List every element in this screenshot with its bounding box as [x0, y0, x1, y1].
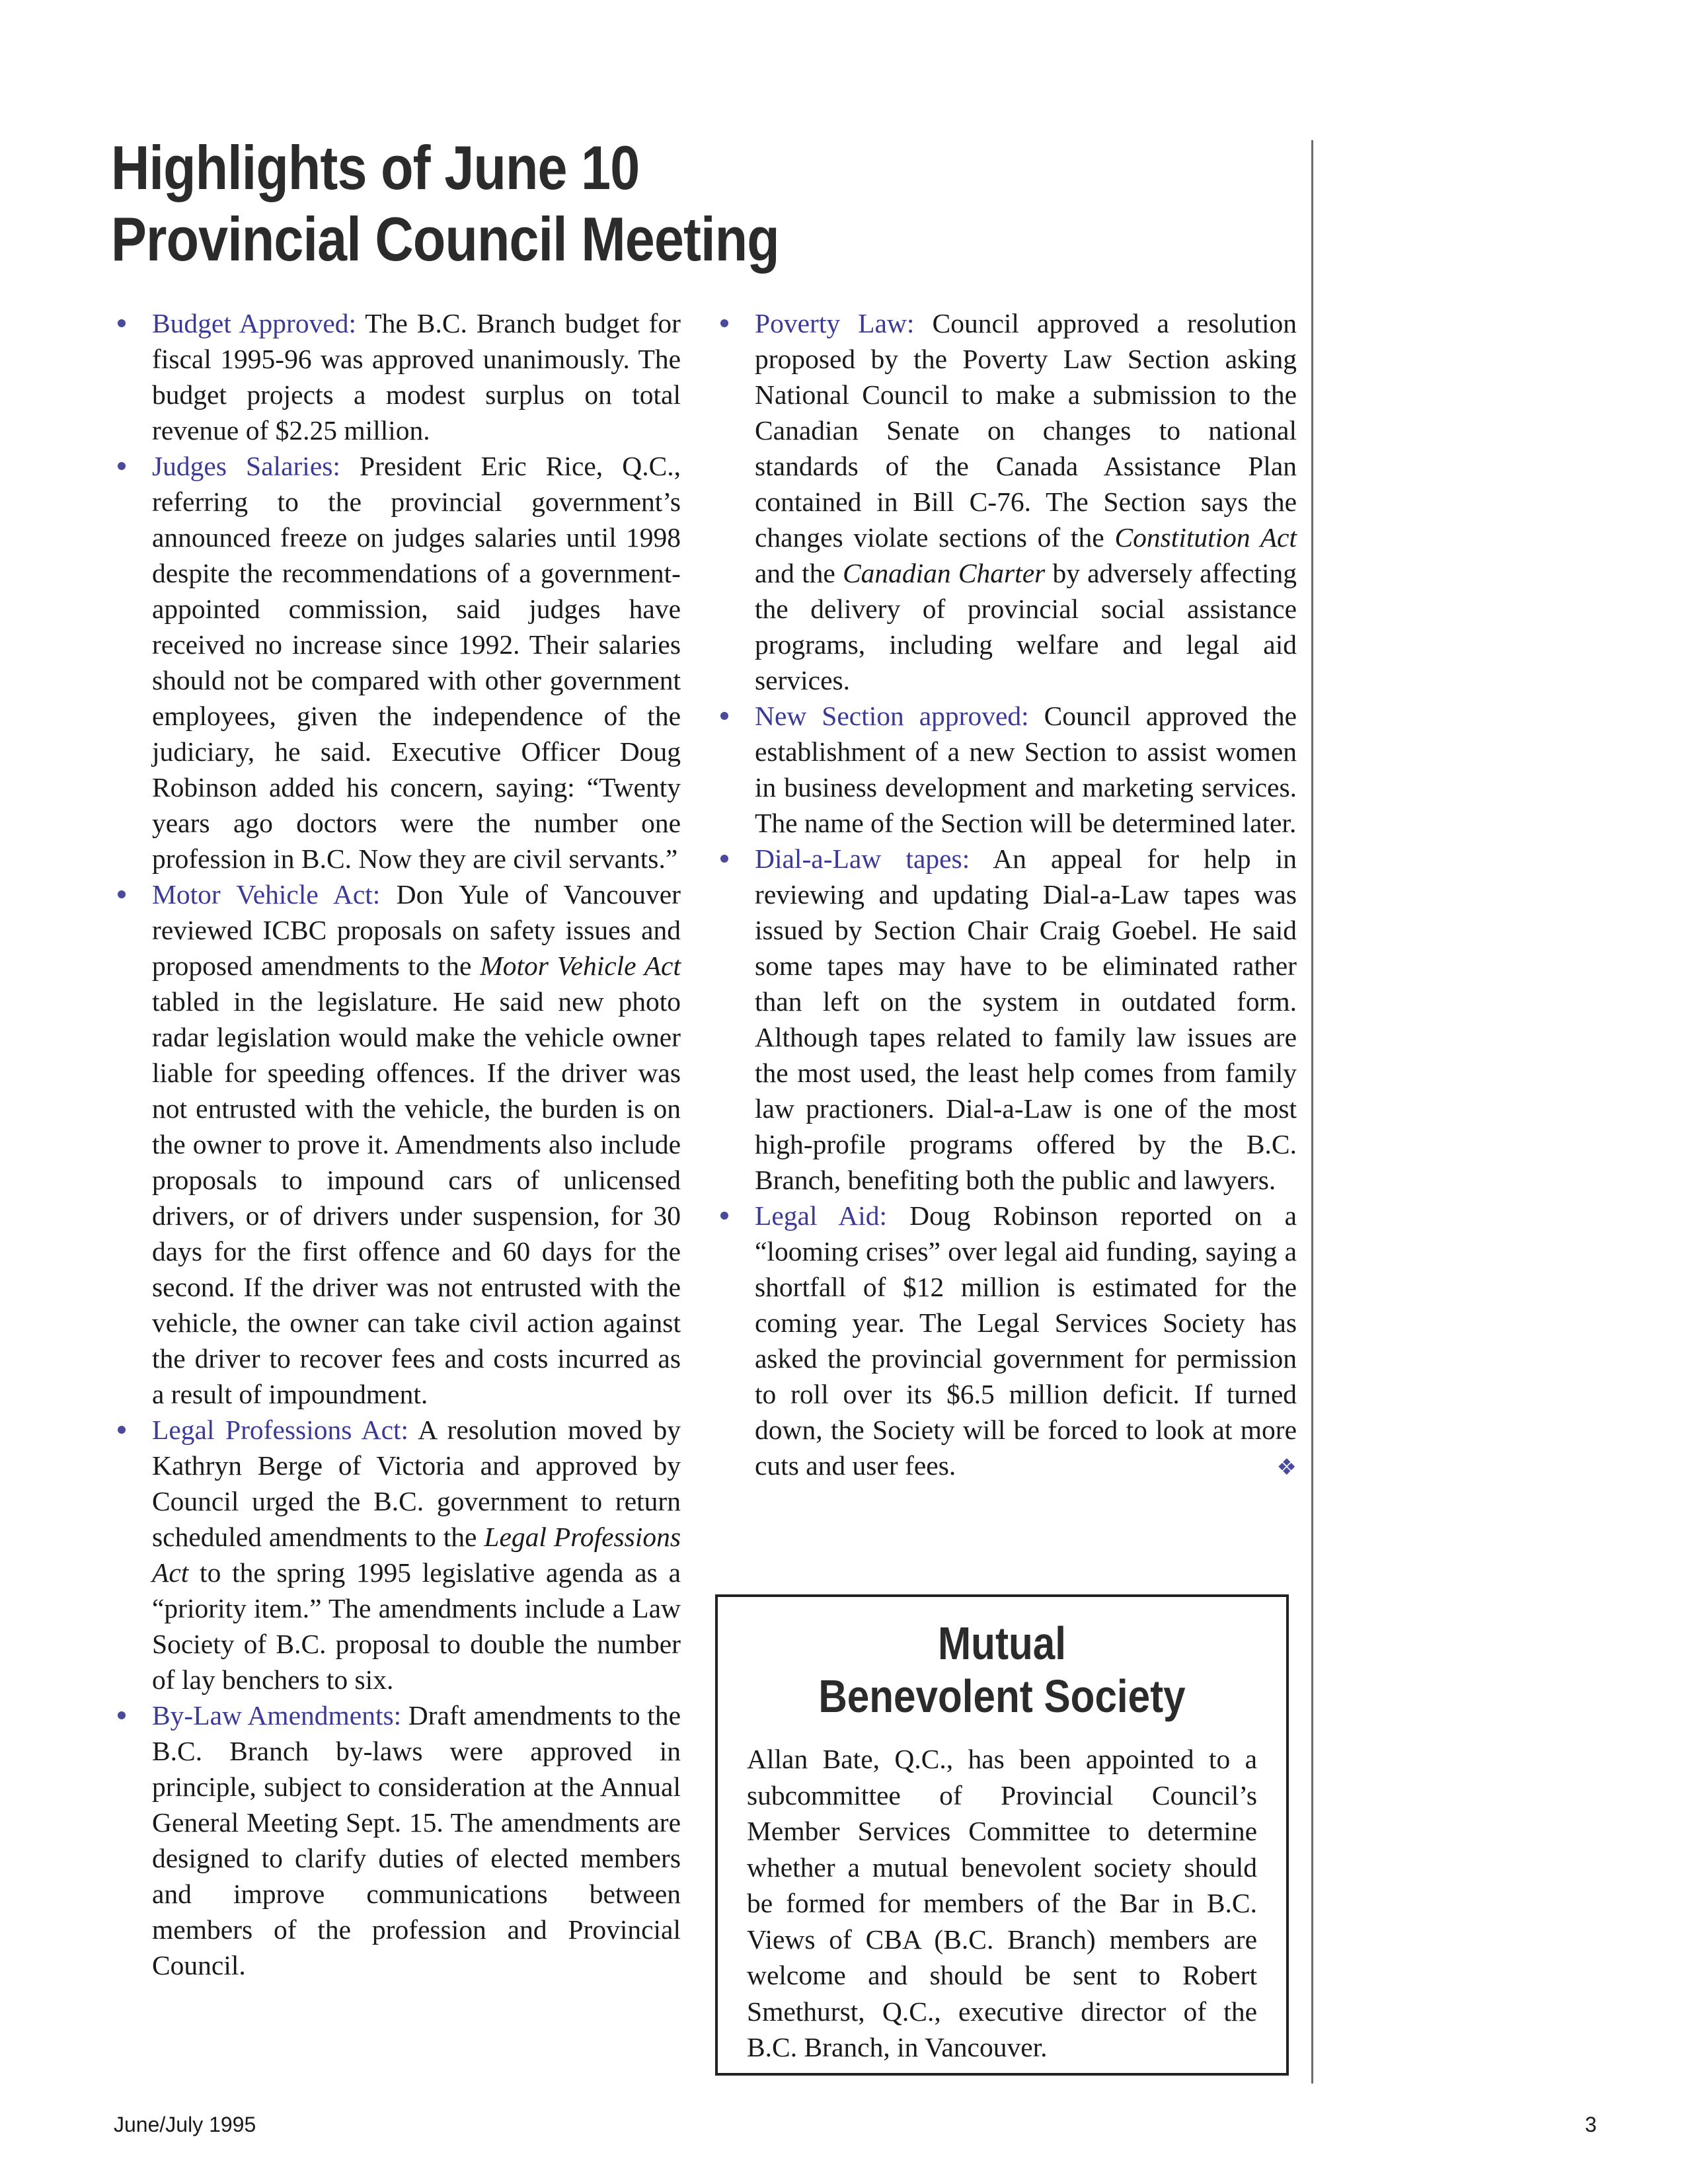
headline-line-1: Highlights of June 10 [111, 133, 640, 202]
item-legal-aid [715, 1198, 1297, 1483]
bullet-icon [118, 319, 126, 327]
item-lead: Poverty Law: [755, 308, 915, 338]
item-lead: New Section approved: [755, 701, 1029, 731]
item-text: The B.C. Branch budget for fiscal 1995-96 was approved unanimously. The budget projects a modest surplus on total revenue of $2.25 million. [152, 308, 681, 446]
box-body: Allan Bate, Q.C., has been appointed to a subcommittee of Provincial Council’s Member Services Committee to determine whether a mutual benevolent society should be formed for members of the Bar in B.C. Views of CBA (B.C. Branch) members are welcome and should be sent to Robert Smethurst, Q.C., executive director of the B.C. Branch, in Vancouver. [747, 1744, 1257, 2062]
item-new-section [715, 698, 1297, 841]
item-budget-approved [112, 305, 681, 448]
bullet-icon [118, 1711, 126, 1719]
item-lead: Budget Approved: [152, 308, 357, 338]
item-lead: Judges Salaries: [152, 451, 340, 481]
item-italic-title: Legal Professions Act [152, 1522, 681, 1588]
item-italic-title: Motor Vehicle Act [480, 951, 681, 981]
item-text-before: Council approved a resolution proposed by the Poverty Law Section asking National Council to make a submission to the Canadian Senate on changes to national standards of the Canada Assistance Plan contained in Bill C-76. The Section says the changes violate sections of the [755, 308, 1297, 553]
item-text-after: tabled in the legislature. He said new photo radar legislation would make the vehicle owner liable for speeding offences. If the driver was not entrusted with the vehicle, the burden is on the owner to prove it. Amendments also include proposals to impound cars of unlicensed drivers, or of drivers under suspension, for 30 days for the first offence and 60 days for the second. If the driver was not entrusted with the vehicle, the owner can take civil action against the driver to recover fees and costs incurred as a result of impoundment. [152, 986, 681, 1409]
item-text-before: Don Yule of Vancouver reviewed ICBC proposals on safety issues and proposed amendments to the [152, 879, 681, 981]
item-lead: Legal Aid: [755, 1200, 888, 1231]
item-motor-vehicle-act [112, 877, 681, 1412]
item-text: Draft amendments to the B.C. Branch by-laws were approved in principle, subject to consideration at the Annual General Meeting Sept. 15. The amendments are designed to clarify duties of elected members and improve communications between members of the profession and Provincial Council. [152, 1700, 681, 1980]
bullet-icon [118, 462, 126, 470]
item-text-after: by adversely affecting the delivery of provincial social assistance programs, including welfare and legal aid services. [755, 558, 1297, 695]
item-lead: By-Law Amendments: [152, 1700, 402, 1731]
left-column [112, 305, 681, 1983]
item-lead: Motor Vehicle Act: [152, 879, 381, 910]
item-text: Council approved the establishment of a new Section to assist women in business development and marketing services. The name of the Section will be determined later. [755, 701, 1297, 838]
item-by-law-amendments [112, 1697, 681, 1983]
item-italic-title: Constitution Act [1114, 522, 1297, 553]
right-column [715, 305, 1297, 1486]
item-text-mid: and the [755, 558, 843, 588]
bullet-icon [720, 1212, 728, 1220]
vertical-rule [1311, 140, 1313, 2084]
box-title-line-1: Mutual [938, 1618, 1066, 1669]
bullet-icon [118, 890, 126, 898]
item-legal-professions-act [112, 1412, 681, 1697]
box-title-line-2: Benevolent Society [818, 1670, 1186, 1722]
item-text: Doug Robinson reported on a “looming crises” over legal aid funding, saying a shortfall of $12 million is estimated for the coming year. The Legal Services Society has asked the provincial government for permission to roll over its $6.5 million deficit. If turned down, the Society will be forced to look at more cuts and user fees. [755, 1200, 1297, 1481]
item-lead: Legal Professions Act: [152, 1415, 409, 1445]
bullet-icon [720, 319, 728, 327]
headline-line-2: Provincial Council Meeting [111, 204, 779, 274]
bullet-icon [720, 712, 728, 720]
item-judges-salaries [112, 448, 681, 877]
item-text-before: A resolution moved by Kathryn Berge of Victoria and approved by Council urged the B.C. government to return scheduled amendments to the [152, 1415, 681, 1552]
box-title [783, 1617, 1221, 1723]
item-lead: Dial-a-Law tapes: [755, 843, 970, 874]
bullet-icon [720, 855, 728, 863]
item-text-after: to the spring 1995 legislative agenda as a “priority item.” The amendments include a Law Society of B.C. proposal to double the number of lay benchers to six. [152, 1557, 681, 1695]
item-text: An appeal for help in reviewing and updating Dial-a-Law tapes was issued by Section Chair Craig Goebel. He said some tapes may have to be eliminated rather than left on the system in outdated form. Although tapes related to family law issues are the most used, the least help comes from family law practioners. Dial-a-Law is one of the most high-profile programs offered by the B.C. Branch, benefiting both the public and lawyers. [755, 843, 1297, 1195]
item-dial-a-law [715, 841, 1297, 1198]
footer-issue-date: June/July 1995 [114, 2113, 256, 2136]
item-text: President Eric Rice, Q.C., referring to the provincial government’s announced freeze on judges salaries until 1998 despite the recommendations of a government-appointed commission, said judges have received no increase since 1992. Their salaries should not be compared with other government employees, given the independence of the judiciary, he said. Executive Officer Doug Robinson added his concern, saying: “Twenty years ago doctors were the number one profession in B.C. Now they are civil servants.” [152, 451, 681, 874]
end-mark-icon: ❖ [1276, 1456, 1297, 1480]
item-poverty-law [715, 305, 1297, 698]
footer-page-number: 3 [1585, 2113, 1597, 2136]
mutual-benevolent-society-box [715, 1594, 1289, 2076]
item-italic-title-2: Canadian Charter [842, 558, 1046, 588]
bullet-icon [118, 1426, 126, 1434]
page-headline [111, 132, 850, 275]
